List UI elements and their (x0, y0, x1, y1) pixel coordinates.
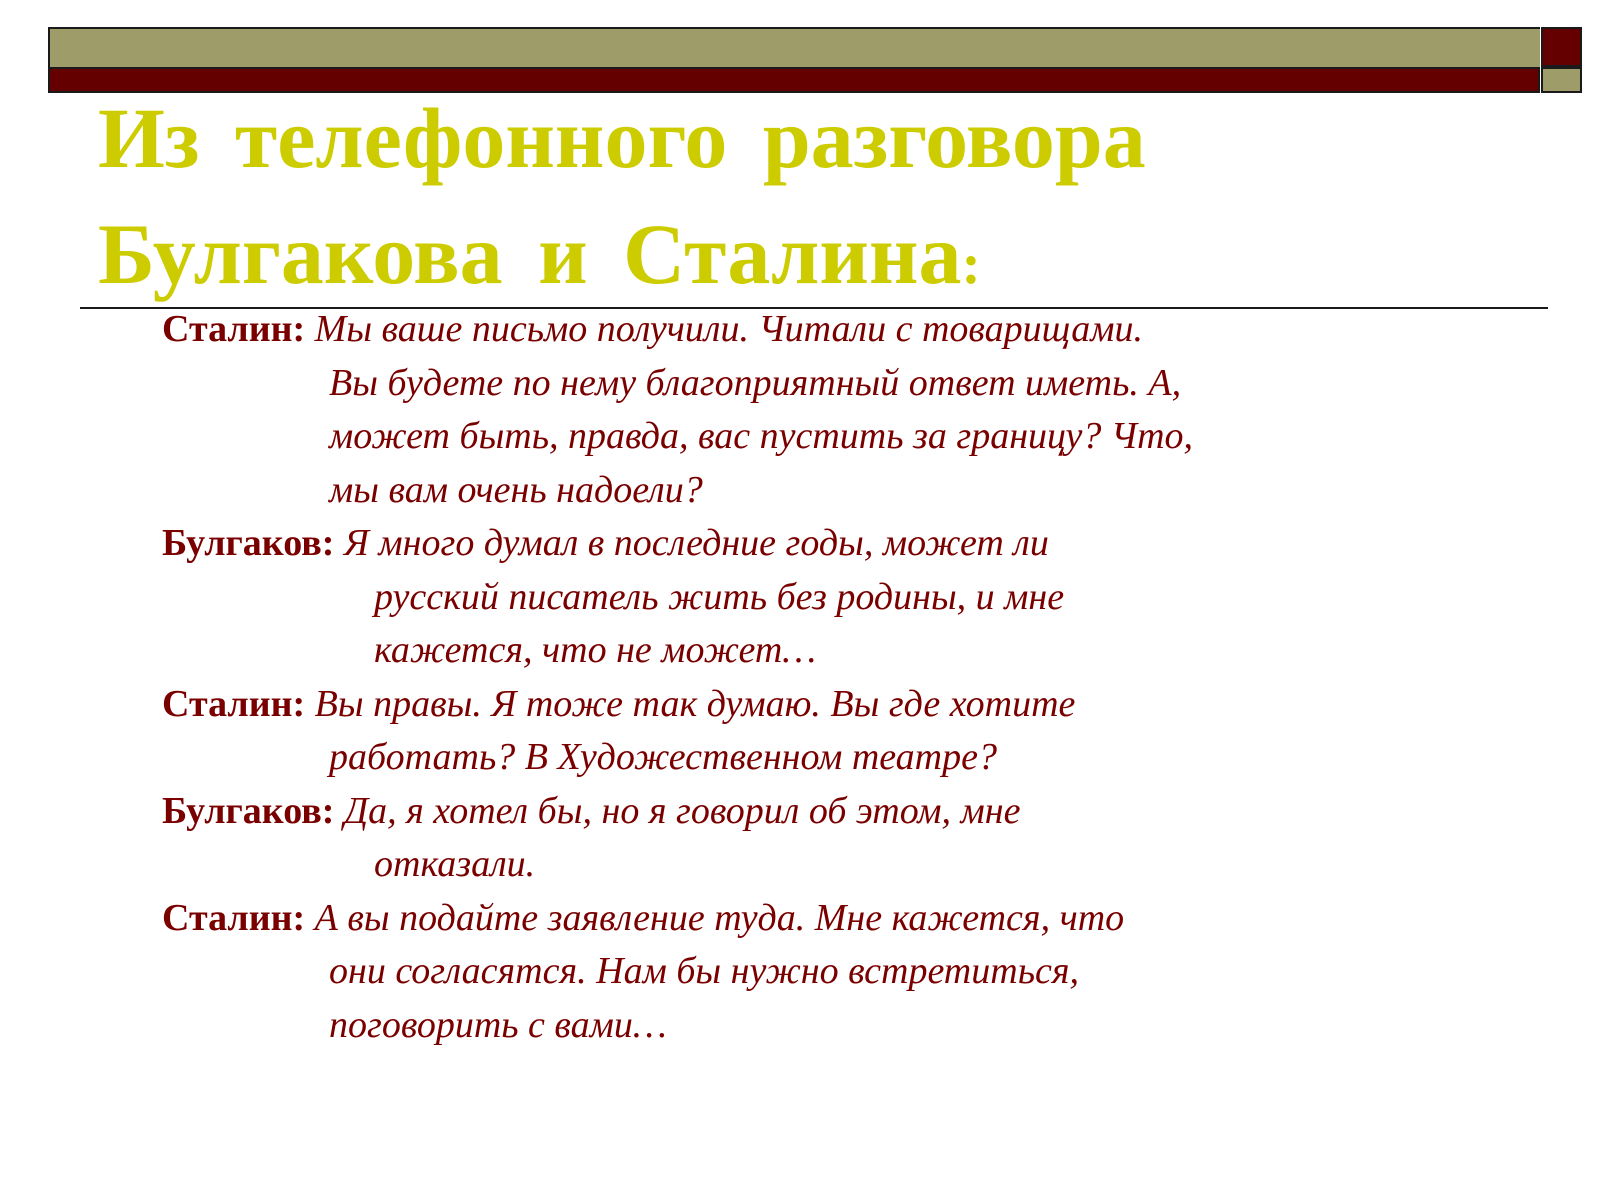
header-square-maroon (1541, 27, 1582, 67)
slide-title (98, 80, 1498, 322)
dialog-line: русский писатель жить без родины, и мне (374, 575, 1065, 618)
dialog-line: мы вам очень надоели? (329, 468, 703, 511)
speaker-label: Сталин: (162, 308, 306, 350)
slide-title-colon: : (961, 231, 981, 296)
dialog-line: кажется, что не может… (374, 629, 817, 671)
header-bar-olive (48, 27, 1540, 67)
speaker-label: Сталин: (162, 682, 306, 725)
dialog-turn (162, 303, 1462, 517)
dialog-line: отказали. (374, 843, 536, 885)
dialog-turn (162, 892, 1462, 1053)
dialog-turn (162, 517, 1462, 678)
dialog-line: они согласятся. Нам бы нужно встретиться, (329, 950, 1080, 992)
dialog-turn (162, 785, 1462, 892)
header-square-olive (1541, 67, 1582, 93)
dialog-turn (162, 678, 1462, 785)
speaker-label: Булгаков: (162, 789, 335, 832)
dialog-body (162, 303, 1462, 1052)
dialog-line: Я много думал в последние годы, может ли (343, 522, 1049, 564)
dialog-line: поговорить с вами… (329, 1003, 667, 1046)
dialog-line: работать? В Художественном театре? (329, 736, 997, 778)
dialog-line: Мы ваше письмо получили. Читали с товарищами. (314, 308, 1144, 350)
dialog-line: Вы будете по нему благоприятный ответ иметь. А, (329, 361, 1182, 404)
speaker-label: Булгаков: (162, 522, 335, 564)
dialog-line: может быть, правда, вас пустить за границу? Что, (329, 415, 1194, 457)
dialog-line: Да, я хотел бы, но я говорил об этом, мне (343, 789, 1021, 832)
dialog-line: Вы правы. Я тоже так думаю. Вы где хотите (314, 682, 1076, 725)
dialog-line: А вы подайте заявление туда. Мне кажется, что (314, 896, 1125, 939)
speaker-label: Сталин: (162, 896, 306, 939)
slide-title-text: Из телефонного разговора Булгакова и Сталина (98, 90, 1146, 302)
